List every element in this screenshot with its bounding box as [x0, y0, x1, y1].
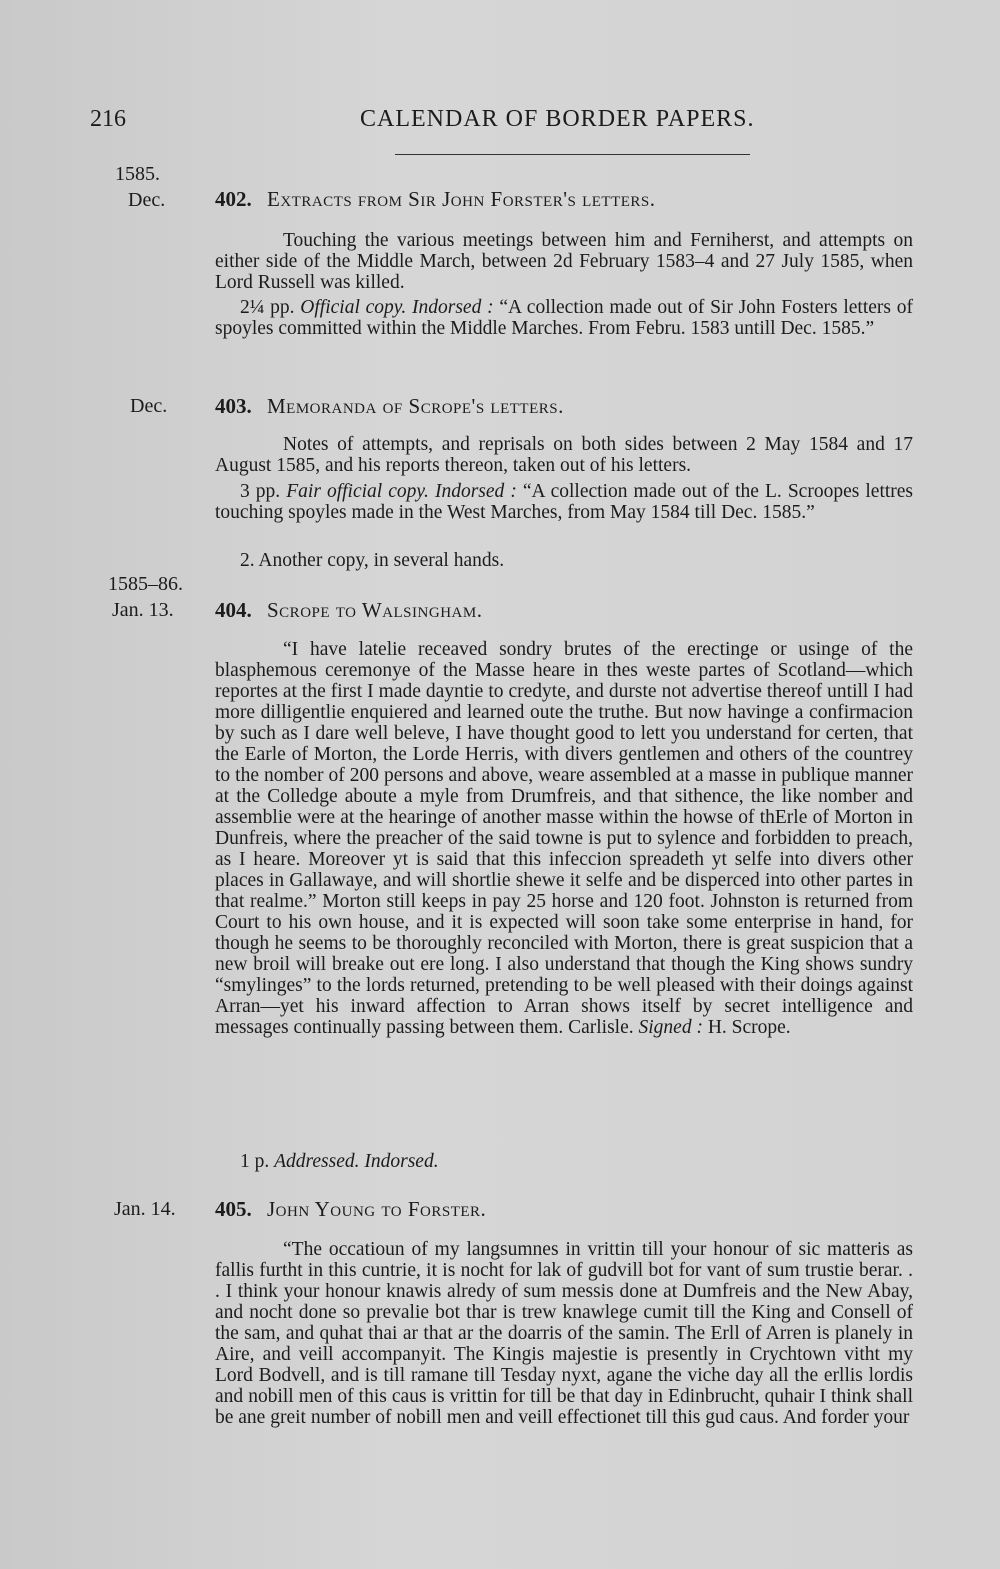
entry-title: John Young to Forster. — [267, 1197, 487, 1221]
entry-number: 402. — [215, 187, 252, 211]
page-header — [0, 106, 1000, 146]
entry-heading — [215, 1197, 486, 1222]
margin-year: 1585–86. — [108, 573, 183, 595]
letter-text: “I have latelie receaved sondry brutes of the erectinge or usinge of the blasphemous ceremonye of the Masse heare in thes weste partes of Scotland—which reportes at the first I made dayntie to credyte, and durste not advertise thereof untill I had more dilligentlie enquiered and learned oute the truthe. But now havinge a confirmacion by such as I dare well beleve, I have thought good to lett you understand for certen, that the Earle of Morton, the Lorde Herris, with divers gentlemen and others of the countrey to the nomber of 200 persons and above, weare assembled at a masse in publique manner at the Colledge aboute a myle from Drumfreis, and that sithence, the like nomber and assemblie were at the hearinge of another masse within the howse of thErle of Morton in Dunfreis, where the preacher of the said towne is put to sylence and forbidden to preach, as I heare. Moreover yt is said that this infeccion spreadeth yt selfe into divers other places in Gallawaye, and will shortlie shewe it selfe and be disperced into other partes in that realme.” Morton still keeps in pay 25 horse and 120 foot. Johnston is returned from Court to his own house, and it is expected will soon take some enterprise in hand, for though he seems to be thoroughly reconciled with Morton, there is great suspicion that a new broil will breake out ere long. I also understand that though the King shows sundry “smylinges” to the lords returned, pretending to be well pleased with their doings against Arran—yet his inward affection to Arran shows itself by secret intelligence and messages continually passing between them. Carlisle. — [215, 639, 913, 1038]
header-rule — [395, 154, 750, 155]
margin-date: Jan. 14. — [114, 1198, 176, 1220]
note-pages: 1 p. — [240, 1151, 270, 1172]
margin-date: Dec. — [130, 395, 168, 417]
page-number: 216 — [90, 106, 126, 132]
signed-name: H. Scrope. — [707, 1017, 791, 1038]
entry-summary: Touching the various meetings between him and Ferniherst, and attempts on either side of the Middle March, between 2d February 1583–4 and 27 July 1585, when Lord Russell was killed. — [215, 230, 913, 293]
entry-heading — [215, 394, 564, 419]
entry-title: Extracts from Sir John Forster's letters. — [267, 187, 656, 211]
entry-note — [215, 297, 913, 339]
entry-letter-body — [215, 639, 913, 1038]
note-indorsed-label: Indorsed : — [434, 481, 517, 502]
note-indorsed-label: Indorsed : — [412, 297, 494, 318]
note-pages: 2¼ pp. — [240, 297, 295, 318]
entry-title: Scrope to Walsingham. — [267, 598, 483, 622]
signed-label: Signed : — [638, 1017, 703, 1038]
entry-number: 404. — [215, 598, 252, 622]
margin-date: Jan. 13. — [112, 599, 174, 621]
entry-heading — [215, 187, 656, 212]
entry-heading — [215, 598, 482, 623]
entry-note — [215, 1151, 913, 1172]
entry-note-extra: 2. Another copy, in several hands. — [240, 550, 505, 571]
running-title: CALENDAR OF BORDER PAPERS. — [360, 106, 755, 132]
entry-letter-body: “The occatioun of my langsumnes in vrittin till your honour of sic matteris as fallis furtht in this cuntrie, it is nocht for lak of gudvill bot for vant of sum trustie berar. . . I think your honour knawis alredy of sum messis done at Dumfreis and the New Abay, and nocht done so prevalie bot thar is trew knawlege cumit till the King and Consell of the sam, and quhat thai ar that ar the doarris of the samin. The Erll of Arren is planely in Aire, and veill accompanyit. The Kingis majestie is presently in Crychtown vitht my Lord Bodvell, and is till ramane till Tesday nyxt, agane the viche day all the erllis lordis and nobill men of this caus is vrittin for till be that day in Edinbrucht, quhair I think shall be ane greit number of nobill men and veill effectionet till this gud caus. And forder your — [215, 1239, 913, 1428]
entry-title: Memoranda of Scrope's letters. — [267, 394, 564, 418]
entry-number: 405. — [215, 1197, 252, 1221]
note-indorsement: “A collection made out of Sir John Fosters letters of spoyles committed within the Middle Marches. From Febru. 1583 untill Dec. 1585.” — [215, 297, 913, 339]
note-indorsed: Indorsed. — [364, 1151, 439, 1172]
note-indorsement: “A collection made out of the L. Scroopes lettres touching spoyles made in the West Marches, from May 1584 till Dec. 1585.” — [215, 481, 914, 523]
entry-number: 403. — [215, 394, 252, 418]
margin-date: Dec. — [128, 189, 166, 211]
note-addressed: Addressed. — [274, 1151, 360, 1172]
note-pages: 3 pp. — [240, 481, 281, 502]
entry-summary: Notes of attempts, and reprisals on both sides between 2 May 1584 and 17 August 1585, and his reports thereon, taken out of his letters. — [215, 434, 913, 476]
note-copy-type: Official copy. — [300, 297, 407, 318]
note-copy-type: Fair official copy. — [286, 481, 429, 502]
margin-year: 1585. — [115, 163, 160, 185]
entry-note — [215, 481, 913, 523]
